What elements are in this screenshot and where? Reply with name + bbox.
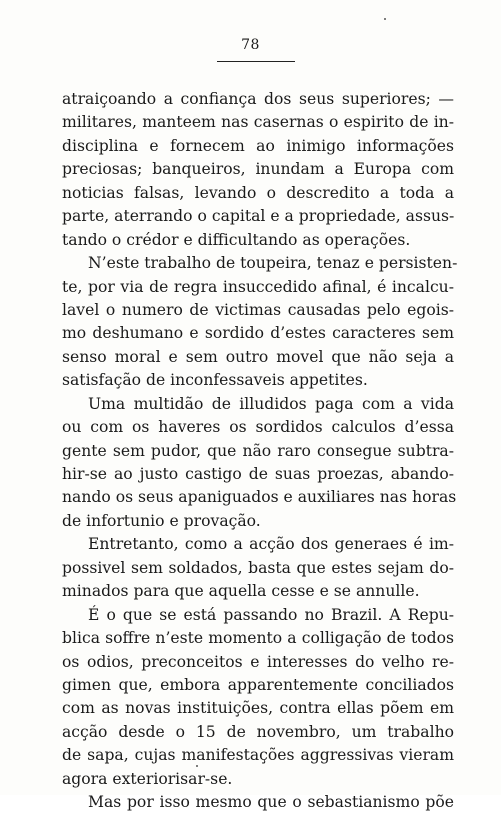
text-line: noticias falsas, levando o descredito a toda a xyxy=(62,183,454,202)
text-line: te, por via de regra insuccedido afinal, é incalcu- xyxy=(62,277,454,296)
text-line: disciplina e fornecem ao inimigo informações xyxy=(62,136,454,155)
text-line: parte, aterrando o capital e a propriedade, assus- xyxy=(62,207,455,226)
text-line: nando os seus apaniguados e auxiliares nas horas xyxy=(62,488,457,507)
text-line: satisfação de inconfessaveis appetites. xyxy=(62,371,368,390)
text-line: ou com os haveres os sordidos calculos d’essa xyxy=(62,418,454,437)
text-line: militares, manteem nas casernas o espirito de in- xyxy=(62,113,454,132)
text-line: mo deshumano e sordido d’estes caracteres sem xyxy=(62,324,454,343)
text-line: senso moral e sem outro movel que não seja a xyxy=(62,347,454,366)
page-number: 78 xyxy=(241,37,260,53)
text-line: agora exteriorisar-se. xyxy=(62,769,233,788)
text-line: preciosas; banqueiros, inundam a Europa com xyxy=(62,160,454,179)
text-line: gente sem pudor, que não raro consegue subtra- xyxy=(62,441,454,460)
text-line: Uma multidão de illudidos paga com a vida xyxy=(88,394,454,413)
text-line: gimen que, embora apparentemente conciliados xyxy=(62,675,454,694)
text-line: atraiçoando a confiança dos seus superiores; — xyxy=(62,90,454,108)
print-speck xyxy=(196,765,198,767)
page-body-text xyxy=(62,88,458,815)
text-line: tando o crédor e difficultando as operações. xyxy=(62,230,411,249)
text-line: N’este trabalho de toupeira, tenaz e persisten- xyxy=(88,254,458,273)
text-line: hir-se ao justo castigo de suas proezas, abando- xyxy=(62,465,454,483)
print-speck xyxy=(384,18,386,20)
text-line: Entretanto, como a acção dos generaes é im- xyxy=(88,535,454,554)
text-line: possivel sem soldados, basta que estes sejam do- xyxy=(62,558,454,577)
text-line: É o que se está passando no Brazil. A Repu- xyxy=(88,605,454,624)
text-line: de sapa, cujas manifestações aggressivas vieram xyxy=(62,746,454,765)
text-line: lavel o numero de victimas causadas pelo egois- xyxy=(62,300,454,319)
text-line: Mas por isso mesmo que o sebastianismo põe xyxy=(88,793,454,812)
text-line: os odios, preconceitos e interesses do velho re- xyxy=(62,652,454,671)
text-line: minados para que aquella cesse e se annulle. xyxy=(62,582,420,601)
text-line: de infortunio e provação. xyxy=(62,511,261,530)
text-line: acção desde o 15 de novembro, um trabalho xyxy=(62,722,454,741)
header-rule xyxy=(217,61,295,62)
text-line: blica soffre n’este momento a colligação de todos xyxy=(62,629,454,648)
text-line: com as novas instituições, contra ellas põem em xyxy=(62,699,454,718)
